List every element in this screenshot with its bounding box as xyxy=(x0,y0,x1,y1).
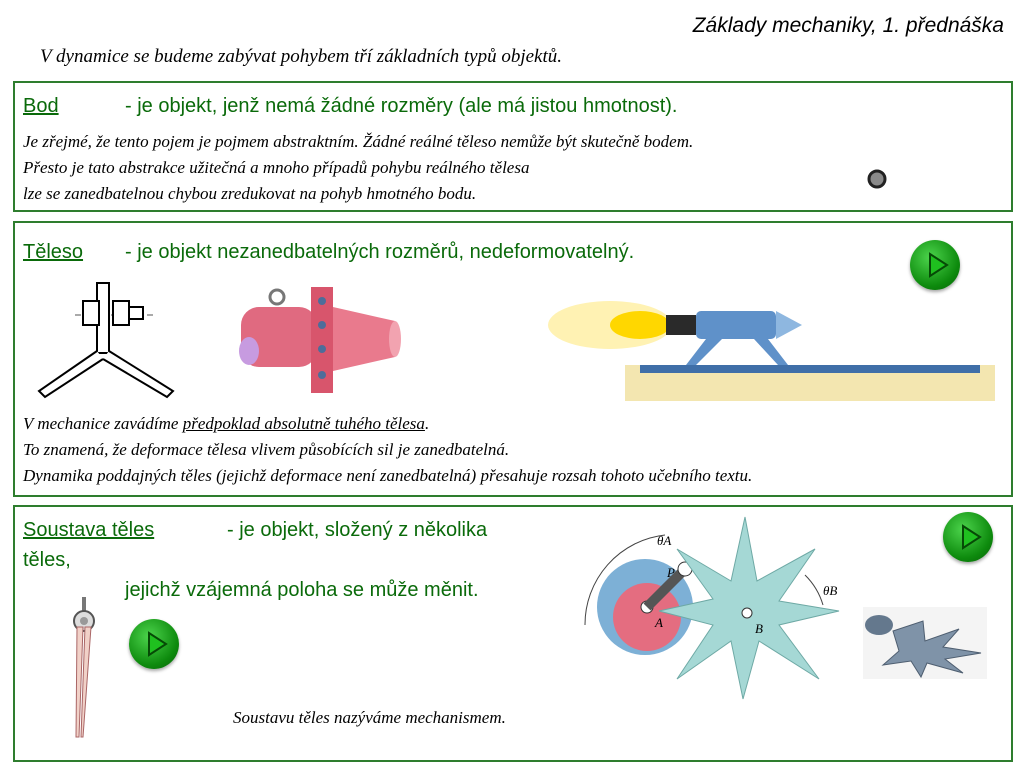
definition-teleso: - je objekt nezanedbatelných rozměrů, nedeformovatelný. xyxy=(125,241,635,263)
compass-illustration xyxy=(69,597,103,742)
term-soustava: Soustava těles xyxy=(23,519,155,541)
play-icon xyxy=(129,619,179,669)
pipe-illustration xyxy=(235,283,415,399)
section-teleso xyxy=(13,221,1013,497)
teleso-line-2: To znamená, že deformace tělesa vlivem působících sil je zanedbatelná. xyxy=(23,440,510,459)
rocket-illustration xyxy=(540,285,1000,405)
play-button-soustava-1[interactable] xyxy=(943,512,993,562)
page-subtitle: V dynamice se budeme zabývat pohybem tří základních typů objektů. xyxy=(40,46,563,67)
play-button-soustava-2[interactable] xyxy=(129,619,179,669)
geneva-render-illustration xyxy=(863,607,987,679)
label-a: A xyxy=(655,615,663,630)
definition-soustava-3: jejichž vzájemná poloha se může měnit. xyxy=(125,579,479,601)
label-b: B xyxy=(755,621,763,636)
section-soustava xyxy=(13,505,1013,762)
soustava-footer: Soustavu těles nazýváme mechanismem. xyxy=(233,708,506,727)
bod-line-1: Je zřejmé, že tento pojem je pojmem abstraktním. Žádné reálné těleso nemůže být skutečně bodem. xyxy=(23,132,694,151)
definition-soustava-1: - je objekt, složený z několika xyxy=(227,519,488,541)
play-icon xyxy=(910,240,960,290)
play-button-teleso[interactable] xyxy=(910,240,960,290)
term-teleso: Těleso xyxy=(23,241,84,263)
section-bod xyxy=(13,81,1013,212)
play-icon xyxy=(943,512,993,562)
teleso-line-1: V mechanice zavádíme předpoklad absolutně tuhého tělesa. xyxy=(23,414,430,433)
geneva-mechanism-diagram xyxy=(565,515,845,701)
label-theta-b: θB xyxy=(823,583,838,598)
teleso-line-3: Dynamika poddajných těles (jejichž deformace není zanedbatelná) přesahuje rozsah tohoto učebního textu. xyxy=(23,466,753,485)
point-icon xyxy=(865,167,889,191)
definition-bod: - je objekt, jenž nemá žádné rozměry (ale má jistou hmotnost). xyxy=(125,95,678,117)
label-p: P xyxy=(667,565,675,580)
bracket-illustration xyxy=(35,279,185,399)
bod-line-3: lze se zanedbatelnou chybou zredukovat na pohyb hmotného bodu. xyxy=(23,184,477,203)
label-theta-a: θA xyxy=(657,533,672,548)
term-bod: Bod xyxy=(23,95,59,117)
bod-line-2: Přesto je tato abstrakce užitečná a mnoho případů pohybu reálného tělesa xyxy=(23,158,530,177)
definition-soustava-2: těles, xyxy=(23,549,71,571)
page-title: Základy mechaniky, 1. přednáška xyxy=(692,14,1004,37)
